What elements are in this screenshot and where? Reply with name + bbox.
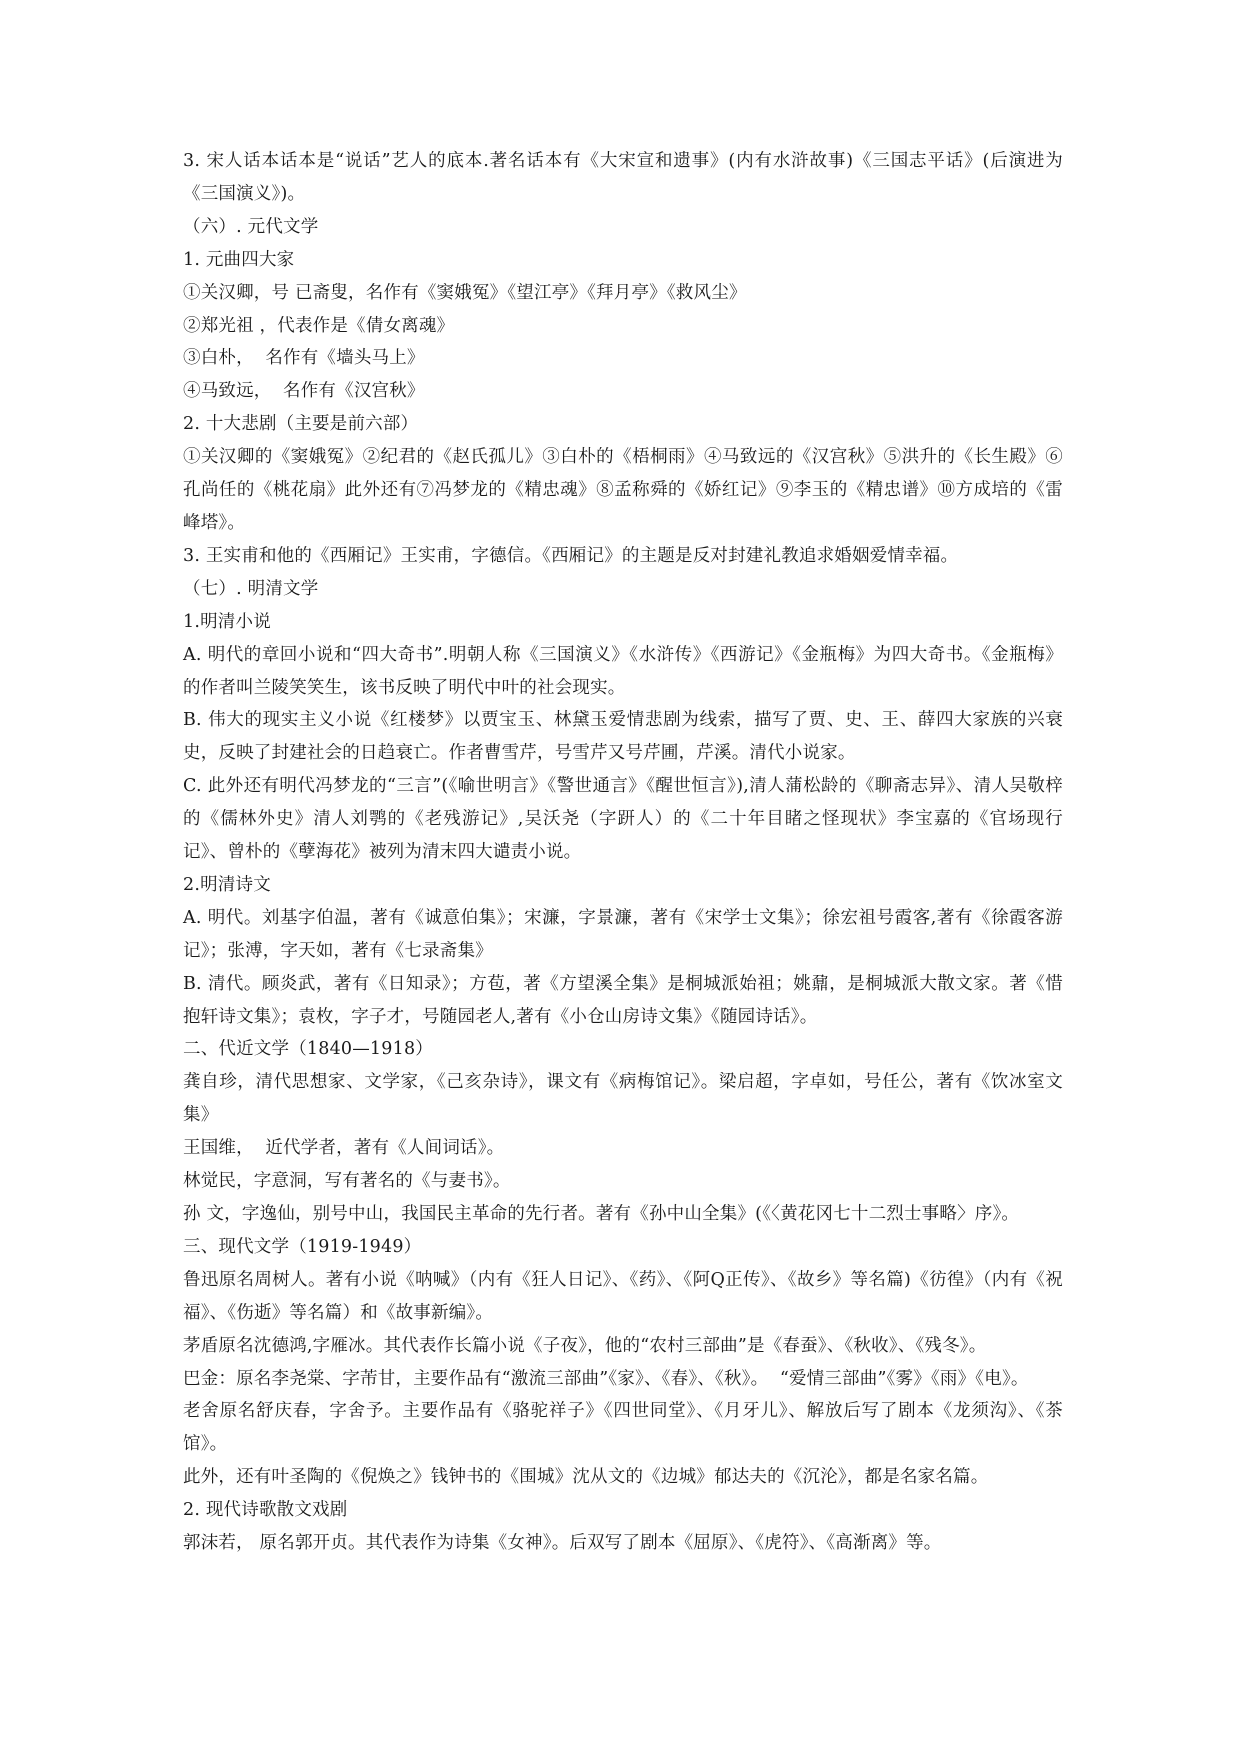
section-heading-modern: 三、现代文学（1919-1949） <box>183 1236 422 1257</box>
paragraph-xixiangji: 3. 王实甫和他的《西厢记》王实甫，字德信。《西厢记》的主题是反对封建礼教追求婚姻爱情幸福。 <box>183 545 959 566</box>
paragraph-ming-dynasty: A. 明代。刘基字伯温，著有《诚意伯集》；宋濂，字景濂，著有《宋学士文集》；徐宏祖号霞客,著有《徐霞客游记》；张溥，字天如，著有《七录斋集》 <box>183 907 1063 961</box>
section-heading-yuan: （六）. 元代文学 <box>183 216 319 237</box>
subheading-ming-qing-novels: 1.明清小说 <box>183 611 271 632</box>
paragraph-other-novels: C. 此外还有明代冯梦龙的“三言”(《喻世明言》《警世通言》《醒世恒言》),清人蒲松龄的《聊斋志异》、清人吴敬梓的《儒林外史》清人刘鹗的《老残游记》,吴沃尧（字趼人）的《二十年目睹之怪现状》李宝嘉的《官场现行记》、曾朴的《孽海花》被列为清末四大谴责小说。 <box>183 776 1063 863</box>
paragraph-lu-xun: 鲁迅原名周树人。著有小说《呐喊》（内有《狂人日记》、《药》、《阿Q正传》、《故乡》等名篇)《彷徨》（内有《祝福》、《伤逝》等名篇）和《故事新编》。 <box>183 1269 1063 1323</box>
paragraph-four-great-novels: A. 明代的章回小说和“四大奇书”.明朝人称《三国演义》《水浒传》《西游记》《金瓶梅》为四大奇书。《金瓶梅》的作者叫兰陵笑笑生，该书反映了明代中叶的社会现实。 <box>183 644 1063 698</box>
subheading-ten-tragedies: 2. 十大悲剧（主要是前六部） <box>183 414 419 435</box>
list-item: ①关汉卿，号 已斋叟，名作有《窦娥冤》《望江亭》《拜月亭》《救风尘》 <box>183 282 747 303</box>
paragraph-wang-guowei: 王国维， 近代学者，著有《人间词话》。 <box>183 1138 505 1159</box>
subheading-modern-poetry: 2. 现代诗歌散文戏剧 <box>183 1500 348 1521</box>
paragraph-lin-juemin: 林觉民，字意洞，写有著名的《与妻书》。 <box>183 1171 511 1192</box>
document-body <box>183 145 1063 1560</box>
paragraph-qing-dynasty: B. 清代。顾炎武，著有《日知录》；方苞，著《方望溪全集》是桐城派始祖；姚鼐，是桐城派大散文家。著《惜抱轩诗文集》；袁枚，字子才，号随园老人,著有《小仓山房诗文集》《随园诗话》。 <box>183 973 1063 1027</box>
list-item: ④马致远， 名作有《汉宫秋》 <box>183 381 425 402</box>
paragraph-sun-wen: 孙 文，字逸仙，别号中山，我国民主革命的先行者。著有《孙中山全集》(《〈黄花冈七十二烈士事略〉序》。 <box>183 1204 1020 1224</box>
list-item: ③白朴， 名作有《墙头马上》 <box>183 348 425 369</box>
paragraph-mao-dun: 茅盾原名沈德鸿,字雁冰。其代表作长篇小说《子夜》，他的“农村三部曲”是《春蚕》、《秋收》、《残冬》。 <box>183 1335 987 1356</box>
subheading-ming-qing-poetry: 2.明清诗文 <box>183 874 271 895</box>
section-heading-modern-early: 二、代近文学（1840—1918） <box>183 1039 433 1060</box>
paragraph-guo-moruo: 郭沫若， 原名郭开贞。其代表作为诗集《女神》。后双写了剧本《屈原》、《虎符》、《高渐离》等。 <box>183 1533 942 1554</box>
list-item: ②郑光祖 ，代表作是《倩女离魂》 <box>183 315 455 336</box>
paragraph-honglou-meng: B. 伟大的现实主义小说《红楼梦》以贾宝玉、林黛玉爱情悲剧为线索，描写了贾、史、王、薛四大家族的兴衰史，反映了封建社会的日趋衰亡。作者曹雪芹，号雪芹又号芹圃，芹溪。清代小说家。 <box>183 710 1063 764</box>
paragraph-lao-she: 老舍原名舒庆春，字舍予。主要作品有《骆驼祥子》《四世同堂》、《月牙儿》、解放后写了剧本《龙须沟》、《茶馆》。 <box>183 1401 1063 1455</box>
paragraph-song-huaben: 3. 宋人话本话本是“说话”艺人的底本.著名话本有《大宋宣和遗事》(内有水浒故事)《三国志平话》(后演进为《三国演义》)。 <box>183 151 1063 204</box>
paragraph-ten-tragedies: ①关汉卿的《窦娥冤》②纪君的《赵氏孤儿》③白朴的《梧桐雨》④马致远的《汉宫秋》⑤洪升的《长生殿》⑥孔尚任的《桃花扇》此外还有⑦冯梦龙的《精忠魂》⑧孟称舜的《娇红记》⑨李玉的《精忠谱》⑩方成培的《雷峰塔》。 <box>183 447 1063 533</box>
paragraph-gong-zizhen: 龚自珍，清代思想家、文学家，《己亥杂诗》，课文有《病梅馆记》。梁启超，字卓如，号任公，著有《饮冰室文集》 <box>183 1072 1063 1126</box>
paragraph-others: 此外，还有叶圣陶的《倪焕之》钱钟书的《围城》沈从文的《边城》郁达夫的《沉沦》，都是名家名篇。 <box>183 1467 989 1488</box>
paragraph-ba-jin: 巴金：原名李尧棠、字芾甘，主要作品有“激流三部曲”《家》、《春》、《秋》。 “爱情三部曲”《雾》《雨》《电》。 <box>183 1368 1029 1389</box>
subheading-yuanqu-four-masters: 1. 元曲四大家 <box>183 249 295 270</box>
section-heading-ming-qing: （七）. 明清文学 <box>183 578 319 599</box>
